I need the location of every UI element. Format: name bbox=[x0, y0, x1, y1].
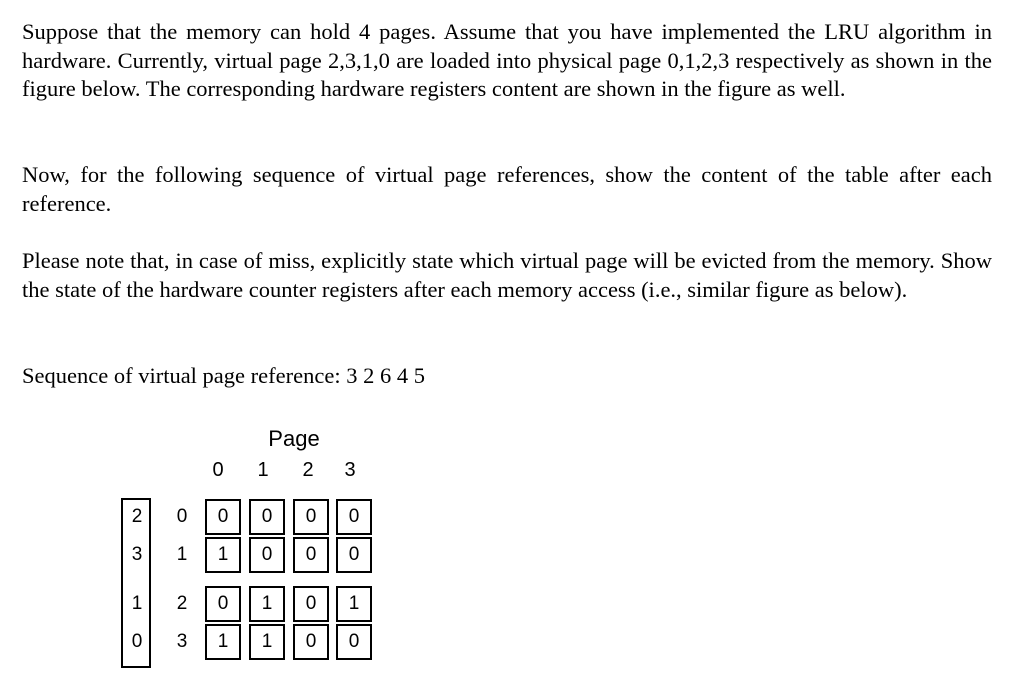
column-label: 2 bbox=[302, 459, 314, 481]
virtual-page-value: 3 bbox=[131, 544, 143, 565]
page-axis-label: Page bbox=[268, 426, 320, 451]
problem-paragraph-2: Now, for the following sequence of virtual page references, show the content of the table after each reference. bbox=[22, 162, 992, 216]
virtual-page-value: 2 bbox=[131, 506, 143, 527]
matrix-cell: 1 bbox=[249, 624, 285, 660]
virtual-page-value: 0 bbox=[131, 631, 143, 652]
matrix-cell: 0 bbox=[336, 537, 372, 573]
column-label: 3 bbox=[344, 459, 356, 481]
matrix-cell: 0 bbox=[336, 499, 372, 535]
matrix-cell: 0 bbox=[293, 537, 329, 573]
matrix-cell: 0 bbox=[249, 537, 285, 573]
row-label: 3 bbox=[176, 631, 188, 652]
problem-paragraph-1: Suppose that the memory can hold 4 pages. Assume that you have implemented the LRU algorithm in hardware. Currently, virtual page 2,3,1,0 are loaded into physical page 0,1,2,3 respectively as shown in the figure below. The corresponding hardware registers content are shown in the figure as well. bbox=[22, 19, 992, 101]
matrix-cell: 1 bbox=[249, 586, 285, 622]
matrix-cell: 0 bbox=[293, 499, 329, 535]
matrix-cell: 1 bbox=[205, 624, 241, 660]
row-label: 1 bbox=[176, 544, 188, 565]
matrix-cell: 0 bbox=[336, 624, 372, 660]
matrix-cell: 0 bbox=[249, 499, 285, 535]
reference-sequence: Sequence of virtual page reference: 3 2 6 4 5 bbox=[22, 363, 425, 388]
matrix-cell: 0 bbox=[205, 499, 241, 535]
column-label: 0 bbox=[212, 459, 224, 481]
matrix-cell: 0 bbox=[205, 586, 241, 622]
matrix-cell: 1 bbox=[205, 537, 241, 573]
row-label: 2 bbox=[176, 593, 188, 614]
matrix-cell: 1 bbox=[336, 586, 372, 622]
matrix-cell: 0 bbox=[293, 586, 329, 622]
problem-paragraph-3: Please note that, in case of miss, explicitly state which virtual page will be evicted from the memory. Show the state of the hardware counter registers after each memory access (i.e., similar figure as below). bbox=[22, 248, 992, 302]
column-label: 1 bbox=[257, 459, 269, 481]
row-label: 0 bbox=[176, 506, 188, 527]
matrix-cell: 0 bbox=[293, 624, 329, 660]
virtual-page-value: 1 bbox=[131, 593, 143, 614]
